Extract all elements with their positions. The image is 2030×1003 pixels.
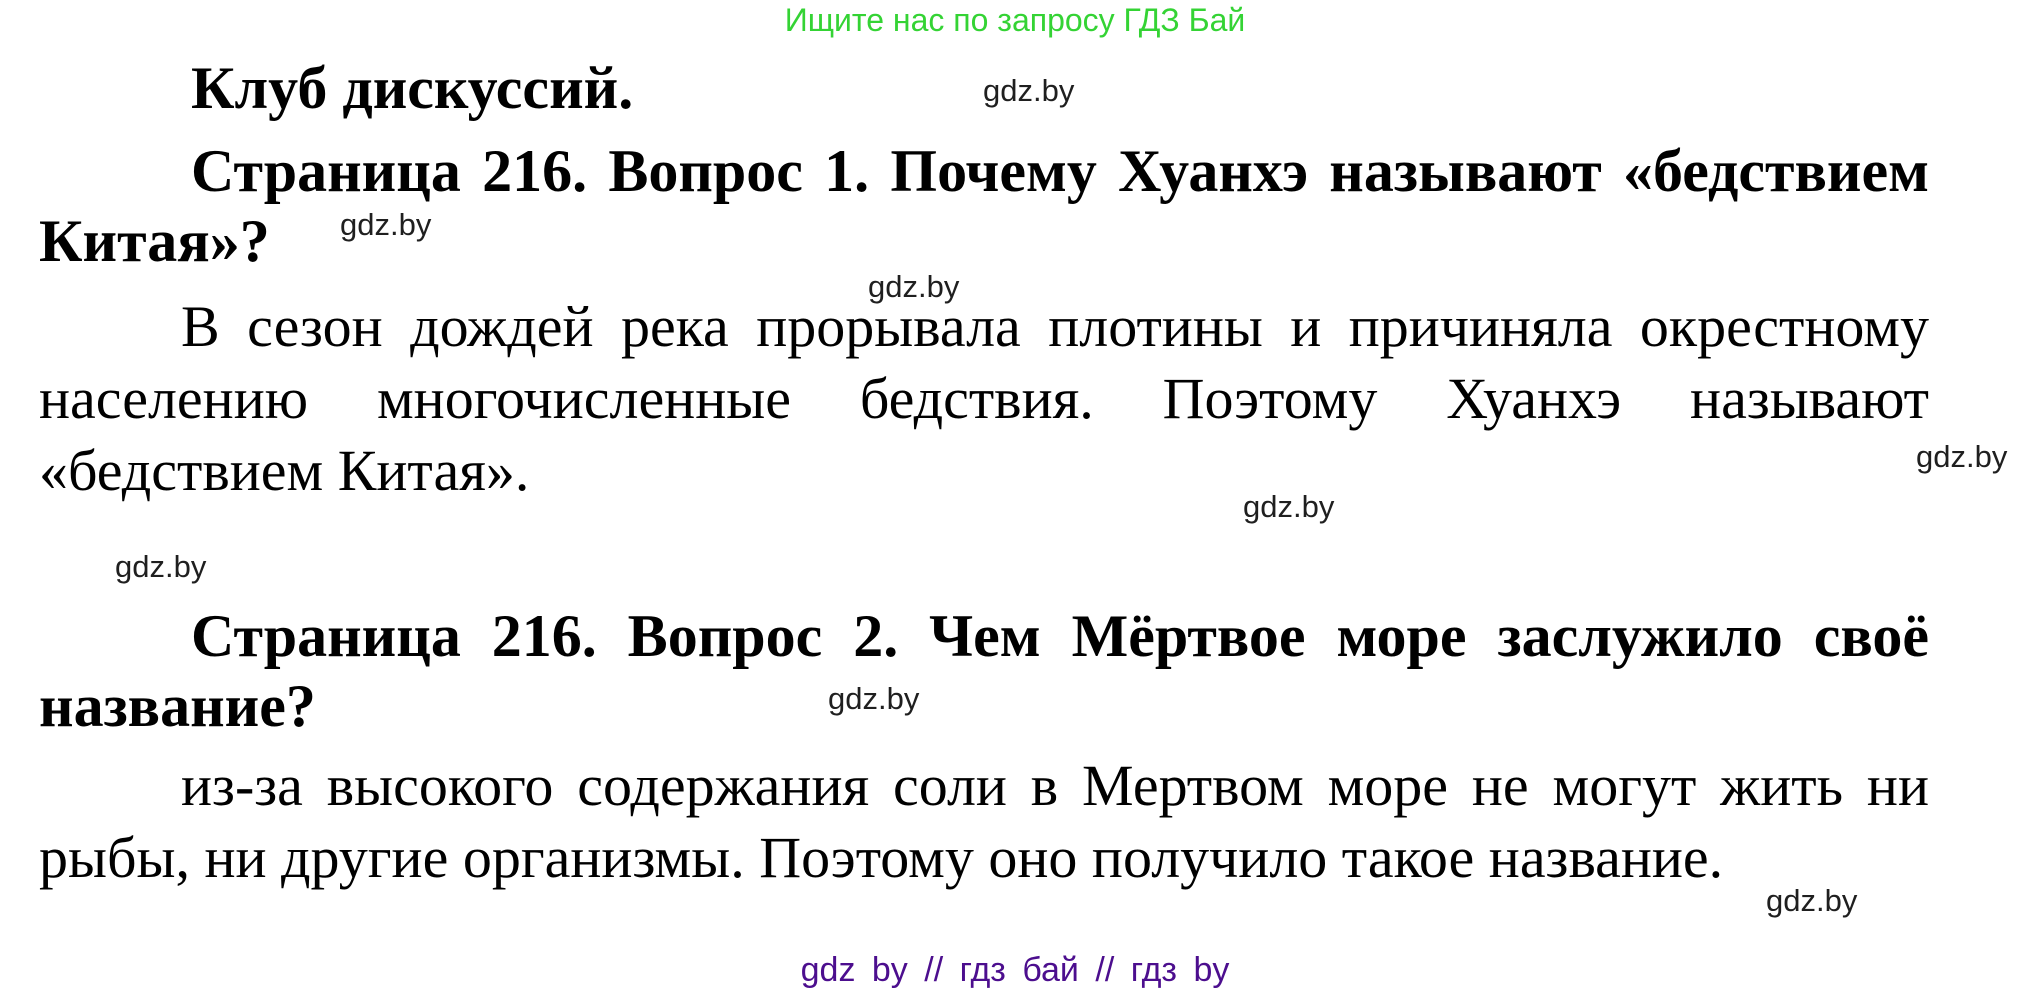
watermark-gdzby: gdz.by (115, 549, 207, 584)
question-2-line: Страница 216. Вопрос 2. Чем Мёртвое море заслужило своё (191, 603, 1929, 669)
answer-2-line: из-за высокого содержания соли в Мертвом море не могут жить ни (181, 753, 1929, 818)
watermark-gdzby: gdz.by (1916, 439, 2008, 474)
watermark-gdzby: gdz.by (868, 269, 960, 304)
watermark-gdzby: gdz.by (1243, 489, 1335, 524)
site-footer: gdz by // гдз бай // гдз by (800, 951, 1230, 989)
answer-1-paragraph (39, 291, 1929, 507)
watermark-gdzby: gdz.by (1766, 883, 1858, 918)
answer-1-line: населению многочисленные бедствия. Поэтому Хуанхэ называют (39, 366, 1929, 431)
question-1-heading (39, 136, 1929, 276)
answer-2-line: рыбы, ни другие организмы. Поэтому оно получило такое название. (39, 825, 1724, 890)
promo-banner: Ищите нас по запросу ГДЗ Бай (784, 2, 1246, 38)
section-title (39, 53, 1929, 123)
section-title-text: Клуб дискуссий. (191, 55, 634, 121)
watermark-gdzby: gdz.by (828, 681, 920, 716)
question-2-line: название? (39, 673, 316, 739)
question-1-line: Страница 216. Вопрос 1. Почему Хуанхэ называют «бедствием (191, 138, 1929, 204)
watermark-gdzby: gdz.by (340, 207, 432, 242)
question-1-line: Китая»? (39, 208, 270, 274)
answer-2-paragraph (39, 750, 1929, 894)
watermark-gdzby: gdz.by (983, 73, 1075, 108)
question-2-heading (39, 601, 1929, 741)
answer-1-line: В сезон дождей река прорывала плотины и причиняла окрестному (181, 294, 1929, 359)
answer-1-line: «бедствием Китая». (39, 438, 530, 503)
